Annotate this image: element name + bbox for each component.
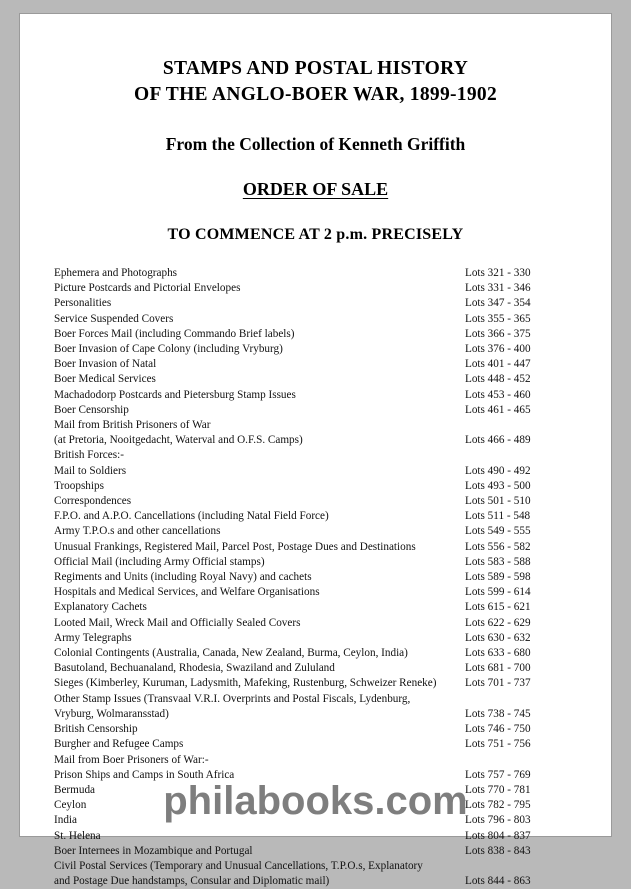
sale-section-label: Boer Invasion of Natal bbox=[54, 358, 157, 371]
sale-section-label: and Postage Due handstamps, Consular and Diplomatic mail) bbox=[54, 875, 330, 888]
sale-lot-range: Lots 615 - 621 bbox=[465, 601, 531, 614]
page-content bbox=[20, 14, 611, 889]
table-row bbox=[54, 403, 577, 418]
sale-section-label: Correspondences bbox=[54, 495, 132, 508]
sale-lot-range bbox=[465, 448, 577, 463]
order-of-sale-heading: ORDER OF SALE bbox=[242, 179, 389, 199]
sale-lot-range: Lots 738 - 745 bbox=[465, 707, 531, 720]
sale-section-label: Other Stamp Issues (Transvaal V.R.I. Overprints and Postal Fiscals, Lydenburg, bbox=[54, 692, 411, 705]
document-page bbox=[20, 14, 611, 888]
sale-lot-range: Lots 366 - 375 bbox=[465, 327, 531, 340]
sale-lot-range: Lots 796 - 803 bbox=[465, 814, 531, 827]
sale-lot-range: Lots 630 - 632 bbox=[465, 631, 531, 644]
sale-lot-range: Lots 355 - 365 bbox=[465, 312, 531, 325]
table-row bbox=[54, 707, 577, 722]
sale-section-label: Bermuda bbox=[54, 783, 96, 796]
sale-lot-range: Lots 549 - 555 bbox=[465, 525, 531, 538]
sale-section-label: Army T.P.O.s and other cancellations bbox=[54, 525, 221, 538]
table-row bbox=[54, 585, 577, 600]
sale-lot-range: Lots 511 - 548 bbox=[465, 510, 531, 523]
table-row bbox=[54, 509, 577, 524]
sale-section-label: St. Helena bbox=[54, 829, 101, 842]
table-row bbox=[54, 357, 577, 372]
sale-lot-range: Lots 493 - 500 bbox=[465, 479, 531, 492]
sale-section-label: Boer Invasion of Cape Colony (including Vryburg) bbox=[54, 343, 283, 356]
table-row bbox=[54, 327, 577, 342]
sale-section-label: Picture Postcards and Pictorial Envelopes bbox=[54, 282, 241, 295]
watermark: philabooks.com bbox=[163, 779, 468, 823]
sale-lot-range: Lots 347 - 354 bbox=[465, 297, 531, 310]
sale-lot-range: Lots 448 - 452 bbox=[465, 373, 531, 386]
table-row bbox=[54, 479, 577, 494]
sale-lot-range: Lots 583 - 588 bbox=[465, 555, 531, 568]
commence-time-note: TO COMMENCE AT 2 p.m. PRECISELY bbox=[167, 226, 464, 243]
sale-lot-range: Lots 622 - 629 bbox=[465, 616, 531, 629]
sale-lot-range: Lots 321 - 330 bbox=[465, 267, 531, 279]
sale-lot-range: Lots 453 - 460 bbox=[465, 388, 531, 401]
title-block bbox=[54, 56, 577, 244]
table-row bbox=[54, 829, 577, 844]
sale-section-label: Personalities bbox=[54, 297, 112, 310]
table-row bbox=[54, 722, 577, 737]
sale-lot-range: Lots 331 - 346 bbox=[465, 282, 531, 295]
sale-section-label: (at Pretoria, Nooitgedacht, Waterval and O.F.S. Camps) bbox=[54, 434, 303, 447]
sale-section-label: Machadodorp Postcards and Pietersburg Stamp Issues bbox=[54, 388, 296, 401]
table-row bbox=[54, 494, 577, 509]
table-row bbox=[54, 281, 577, 296]
sale-section-label: F.P.O. and A.P.O. Cancellations (including Natal Field Force) bbox=[54, 510, 329, 523]
sale-section-label: Ephemera and Photographs bbox=[54, 267, 178, 279]
sale-section-label: British Censorship bbox=[54, 723, 138, 736]
sale-section-label: Basutoland, Bechuanaland, Rhodesia, Swaziland and Zululand bbox=[54, 662, 335, 675]
sale-section-label: India bbox=[54, 814, 77, 827]
sale-section-label: Boer Internees in Mozambique and Portugal bbox=[54, 844, 253, 857]
table-row bbox=[54, 570, 577, 585]
sale-lot-range: Lots 782 - 795 bbox=[465, 799, 531, 812]
table-row bbox=[54, 448, 577, 463]
sale-section-label: Mail from British Prisoners of War bbox=[54, 419, 211, 432]
sale-lot-range: Lots 746 - 750 bbox=[465, 723, 531, 736]
table-row bbox=[54, 464, 577, 479]
table-row bbox=[54, 600, 577, 615]
sale-section-label: Looted Mail, Wreck Mail and Officially Sealed Covers bbox=[54, 616, 301, 629]
table-row bbox=[54, 524, 577, 539]
table-row bbox=[54, 661, 577, 676]
sale-section-label: Boer Censorship bbox=[54, 403, 129, 416]
document-title-line-1: STAMPS AND POSTAL HISTORY bbox=[162, 58, 469, 79]
sale-lot-range: Lots 681 - 700 bbox=[465, 662, 531, 675]
table-row bbox=[54, 753, 577, 768]
table-row bbox=[54, 418, 577, 433]
table-row bbox=[54, 798, 577, 813]
table-row bbox=[54, 388, 577, 403]
sale-section-label: Mail to Soldiers bbox=[54, 464, 127, 477]
sale-section-label: Burgher and Refugee Camps bbox=[54, 738, 184, 751]
table-row bbox=[54, 631, 577, 646]
table-row bbox=[54, 540, 577, 555]
sale-section-label: Vryburg, Wolmaransstad) bbox=[54, 707, 169, 720]
order-of-sale-table bbox=[54, 266, 577, 889]
table-row bbox=[54, 296, 577, 311]
sale-lot-range bbox=[465, 418, 577, 433]
table-row bbox=[54, 859, 577, 874]
sale-section-label: Official Mail (including Army Official stamps) bbox=[54, 555, 265, 568]
table-row bbox=[54, 844, 577, 859]
sale-lot-range: Lots 844 - 863 bbox=[465, 875, 531, 888]
sale-lot-range: Lots 490 - 492 bbox=[465, 464, 531, 477]
sale-section-label: Sieges (Kimberley, Kuruman, Ladysmith, Mafeking, Rustenburg, Schweizer Reneke) bbox=[54, 677, 437, 690]
table-row bbox=[54, 372, 577, 387]
table-row bbox=[54, 874, 577, 889]
table-row bbox=[54, 737, 577, 752]
sale-section-label: Colonial Contingents (Australia, Canada, New Zealand, Burma, Ceylon, India) bbox=[54, 647, 408, 660]
sale-lot-range: Lots 401 - 447 bbox=[465, 358, 531, 371]
sale-lot-range: Lots 770 - 781 bbox=[465, 783, 531, 796]
collection-line: From the Collection of Kenneth Griffith bbox=[165, 134, 466, 154]
sale-lot-range bbox=[465, 753, 577, 768]
sale-section-label: Boer Forces Mail (including Commando Brief labels) bbox=[54, 327, 295, 340]
sale-section-label: Mail from Boer Prisoners of War:- bbox=[54, 753, 209, 766]
sale-lot-range bbox=[465, 692, 577, 707]
sale-section-label: Hospitals and Medical Services, and Welfare Organisations bbox=[54, 586, 320, 599]
sale-section-label: Army Telegraphs bbox=[54, 631, 132, 644]
sale-lot-range: Lots 461 - 465 bbox=[465, 403, 531, 416]
table-row bbox=[54, 616, 577, 631]
sale-lot-range: Lots 376 - 400 bbox=[465, 343, 531, 356]
table-row bbox=[54, 676, 577, 691]
sale-lot-range: Lots 466 - 489 bbox=[465, 434, 531, 447]
document-title-line-2: OF THE ANGLO-BOER WAR, 1899-1902 bbox=[134, 84, 497, 105]
table-row bbox=[54, 342, 577, 357]
sale-lot-range: Lots 838 - 843 bbox=[465, 844, 531, 857]
table-row bbox=[54, 312, 577, 327]
sale-lot-range: Lots 501 - 510 bbox=[465, 495, 531, 508]
table-row bbox=[54, 813, 577, 828]
sale-section-label: Boer Medical Services bbox=[54, 373, 156, 386]
table-row bbox=[54, 692, 577, 707]
sale-lot-range bbox=[465, 859, 577, 874]
sale-section-label: Service Suspended Covers bbox=[54, 312, 174, 325]
table-row bbox=[54, 266, 577, 281]
sale-section-label: Troopships bbox=[54, 479, 104, 492]
sale-section-label: Ceylon bbox=[54, 799, 87, 812]
sale-section-label: Prison Ships and Camps in South Africa bbox=[54, 768, 235, 781]
table-row bbox=[54, 768, 577, 783]
sale-section-label: British Forces:- bbox=[54, 449, 124, 462]
sale-section-label: Explanatory Cachets bbox=[54, 601, 147, 614]
table-row bbox=[54, 555, 577, 570]
sale-section-label: Civil Postal Services (Temporary and Unusual Cancellations, T.P.O.s, Explanatory bbox=[54, 859, 423, 872]
sale-section-label: Unusual Frankings, Registered Mail, Parcel Post, Postage Dues and Destinations bbox=[54, 540, 416, 553]
table-row bbox=[54, 783, 577, 798]
sale-lot-range: Lots 701 - 737 bbox=[465, 677, 531, 690]
sale-lot-range: Lots 751 - 756 bbox=[465, 738, 531, 751]
sale-lot-range: Lots 589 - 598 bbox=[465, 571, 531, 584]
sale-lot-range: Lots 757 - 769 bbox=[465, 768, 531, 781]
table-row bbox=[54, 646, 577, 661]
sale-lot-range: Lots 556 - 582 bbox=[465, 540, 531, 553]
sale-lot-range: Lots 804 - 837 bbox=[465, 829, 531, 842]
sale-lot-range: Lots 599 - 614 bbox=[465, 586, 531, 599]
sale-section-label: Regiments and Units (including Royal Navy) and cachets bbox=[54, 571, 312, 584]
sale-lot-range: Lots 633 - 680 bbox=[465, 647, 531, 660]
table-row bbox=[54, 433, 577, 448]
